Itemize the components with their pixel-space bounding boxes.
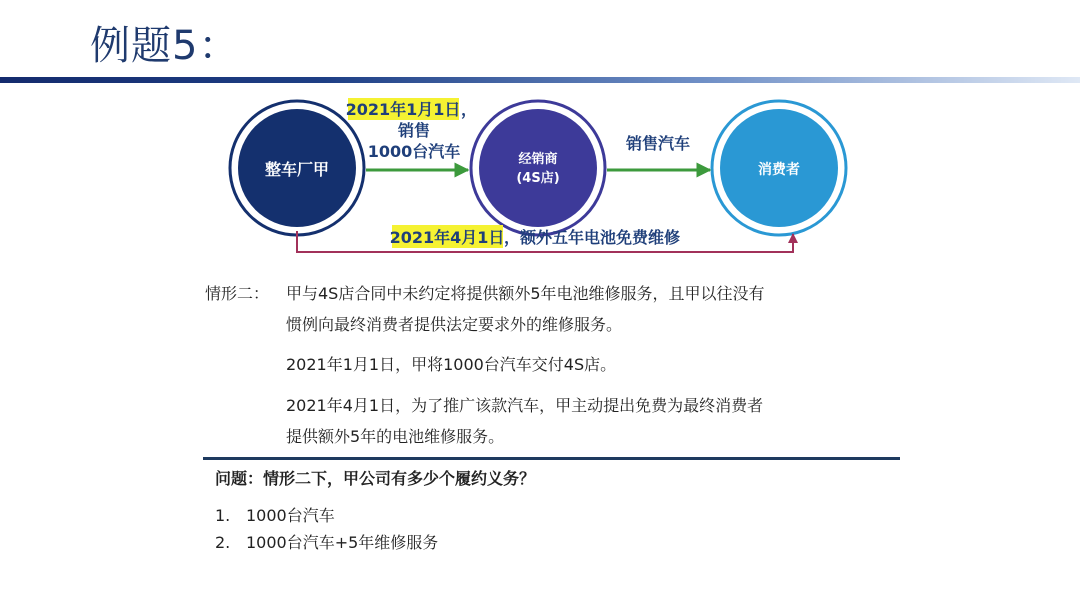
slide-title: 例题5： bbox=[90, 23, 240, 69]
bottom-description: ，额外五年电池免费维修 bbox=[504, 228, 681, 247]
arrow1-label-line2: 销售 bbox=[397, 121, 431, 140]
arrow1-date-suffix: ， bbox=[461, 100, 478, 119]
case-line: 提供额外5年的电池维修服务。 bbox=[286, 427, 505, 446]
node-dealer-label-line2: (4S店) bbox=[516, 171, 560, 186]
option-text: 1000台汽车+5年维修服务 bbox=[246, 533, 439, 552]
question-text: 问题：情形二下，甲公司有多少个履约义务？ bbox=[215, 469, 536, 488]
arrow2-label: 销售汽车 bbox=[625, 134, 691, 153]
case-line: 甲与4S店合同中未约定将提供额外5年电池维修服务，且甲以往没有 bbox=[286, 284, 765, 303]
node-dealer-label-line1: 经销商 bbox=[518, 152, 558, 167]
option-number: 1. bbox=[215, 506, 231, 525]
arrow1-date: 2021年1月1日 bbox=[345, 100, 461, 119]
case-label: 情形二： bbox=[205, 284, 270, 303]
case-line: 2021年1月1日，甲将1000台汽车交付4S店。 bbox=[286, 355, 617, 374]
option-item bbox=[215, 503, 335, 529]
node-consumer bbox=[712, 101, 846, 235]
option-item bbox=[215, 530, 438, 556]
bottom-date: 2021年4月1日 bbox=[389, 228, 505, 247]
node-manufacturer-label: 整车厂甲 bbox=[264, 160, 330, 179]
node-consumer-label: 消费者 bbox=[758, 162, 800, 178]
case-line: 2021年4月1日，为了推广该款汽车，甲主动提出免费为最终消费者 bbox=[286, 396, 764, 415]
node-manufacturer bbox=[230, 101, 364, 235]
node-dealer bbox=[471, 101, 605, 235]
section-divider bbox=[203, 457, 900, 460]
arrow1-label-line3: 1000台汽车 bbox=[367, 142, 461, 161]
case-line: 惯例向最终消费者提供法定要求外的维修服务。 bbox=[286, 315, 623, 334]
option-text: 1000台汽车 bbox=[246, 506, 335, 525]
option-number: 2. bbox=[215, 533, 231, 552]
